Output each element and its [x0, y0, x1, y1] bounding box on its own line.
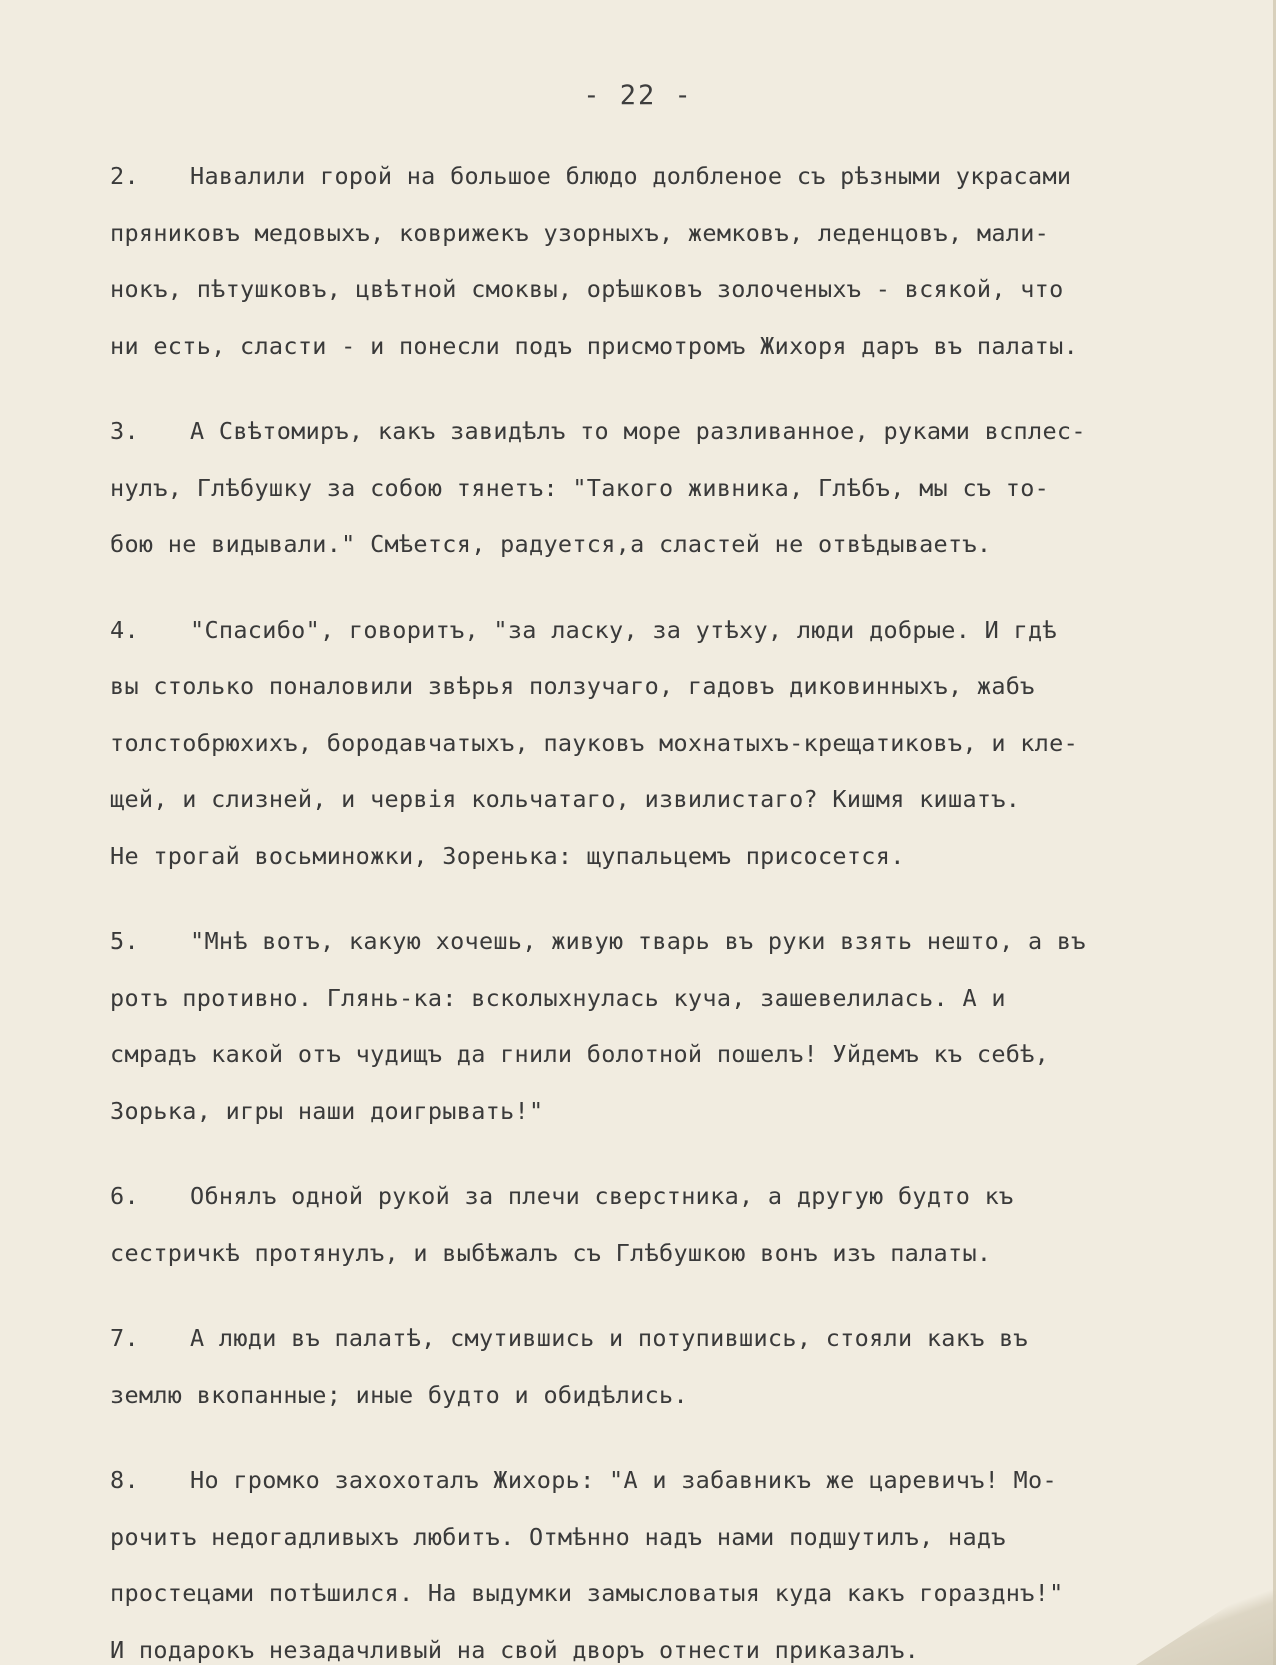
line-text: вы столько поналовили звѣрья ползучаго, гадовъ диковинныхъ, жабъ: [110, 672, 1035, 700]
line-text: сестричкѣ протянулъ, и выбѣжалъ съ Глѣбушкою вонъ изъ палаты.: [110, 1238, 992, 1267]
paragraph: [110, 602, 1240, 885]
document-body: [110, 148, 1240, 1665]
paragraph-number: 5.: [110, 927, 139, 955]
paragraph-line: [110, 970, 1240, 1027]
line-text: ни есть, сласти - и понесли подъ присмотромъ Жихоря даръ въ палаты.: [110, 331, 1079, 360]
line-text: Не трогай восьминожки, Зоренька: щупальцемъ присосется.: [110, 841, 905, 870]
paragraph-line: [110, 771, 1240, 828]
paragraph-line: [110, 318, 1240, 375]
line-text: Зорька, игры наши доигрывать!": [110, 1096, 544, 1125]
line-text: И подарокъ незадачливый на свой дворъ отнести приказалъ.: [110, 1635, 920, 1664]
paragraph-number: 7.: [110, 1324, 139, 1352]
paragraph-line: [110, 460, 1240, 517]
paragraph: [110, 1168, 1240, 1281]
paragraph-line: [110, 1509, 1240, 1566]
paragraph-line: [110, 1225, 1240, 1282]
paragraph-line: [110, 205, 1240, 262]
paragraph-line: [110, 516, 1240, 573]
paragraph-line: [110, 1310, 1240, 1367]
line-text: нулъ, Глѣбушку за собою тянетъ: "Такого живника, Глѣбъ, мы съ то-: [110, 473, 1050, 502]
line-text: А Свѣтомиръ, какъ завидѣлъ то море разливанное, руками всплес-: [190, 417, 1086, 445]
line-text: щей, и слизней, и червія кольчатаго, извилистаго? Кишмя кишатъ.: [110, 785, 1021, 813]
paragraph-line: [110, 261, 1240, 318]
paragraph-line: [110, 1452, 1240, 1509]
paragraph-line: [110, 403, 1240, 460]
paragraph-line: [110, 828, 1240, 885]
paragraph: [110, 1310, 1240, 1423]
paragraph-line: [110, 1168, 1240, 1225]
paragraph-line: [110, 658, 1240, 715]
paragraph-number: 2.: [110, 162, 139, 190]
line-text: толстобрюхихъ, бородавчатыхъ, пауковъ мохнатыхъ-крещатиковъ, и клe-: [110, 728, 1079, 757]
page-number: - 22 -: [583, 80, 693, 111]
paragraph-line: [110, 1026, 1240, 1083]
paragraph-number: 4.: [110, 615, 139, 644]
paragraph: [110, 1452, 1240, 1665]
line-text: Но громко захохоталъ Жихорь: "А и забавникъ же царевичъ! Мо-: [190, 1466, 1057, 1494]
paragraph-line: [110, 602, 1240, 659]
paragraph-number: 8.: [110, 1466, 139, 1494]
paragraph-line: [110, 148, 1240, 205]
paragraph-line: [110, 1083, 1240, 1140]
paragraph-line: [110, 1367, 1240, 1424]
line-text: простецами потѣшился. На выдумки замысловатыя куда какъ горазднъ!": [110, 1579, 1064, 1607]
line-text: ротъ противно. Глянь-ка: всколыхнулась куча, зашевелилась. А и: [110, 983, 1006, 1012]
paragraph: [110, 148, 1240, 374]
line-text: бою не видывали." Смѣется, радуется,а сластей не отвѣдываетъ.: [110, 530, 992, 558]
paragraph: [110, 913, 1240, 1139]
paragraph-number: 6.: [110, 1182, 139, 1210]
line-text: "Спасибо", говоритъ, "за ласку, за утѣху, люди добрые. И гдѣ: [190, 615, 1057, 644]
paragraph-line: [110, 715, 1240, 772]
line-text: "Мнѣ вотъ, какую хочешь, живую тварь въ руки взять нешто, а въ: [190, 927, 1086, 955]
line-text: землю вкопанные; иные будто и обидѣлись.: [110, 1380, 688, 1409]
paragraph-number: 3.: [110, 417, 139, 445]
line-text: Обнялъ одной рукой за плечи сверстника, а другую будто къ: [190, 1182, 1014, 1210]
line-text: смрадъ какой отъ чудищъ да гнили болотной пошелъ! Уйдемъ къ себѣ,: [110, 1040, 1050, 1068]
paragraph-line: [110, 1622, 1240, 1665]
line-text: Навалили горой на большое блюдо долбленое съ рѣзными украсами: [190, 162, 1072, 190]
line-text: нокъ, пѣтушковъ, цвѣтной смоквы, орѣшковъ золоченыхъ - всякой, что: [110, 275, 1064, 303]
paragraph-line: [110, 1565, 1240, 1622]
paragraph: [110, 403, 1240, 573]
line-text: рочитъ недогадливыхъ любитъ. Отмѣнно надъ нами подшутилъ, надъ: [110, 1522, 1006, 1551]
line-text: А люди въ палатѣ, смутившись и потупившись, стояли какъ въ: [190, 1324, 1028, 1352]
line-text: пряниковъ медовыхъ, коврижекъ узорныхъ, жемковъ, леденцовъ, мали-: [110, 218, 1050, 247]
paragraph-line: [110, 913, 1240, 970]
